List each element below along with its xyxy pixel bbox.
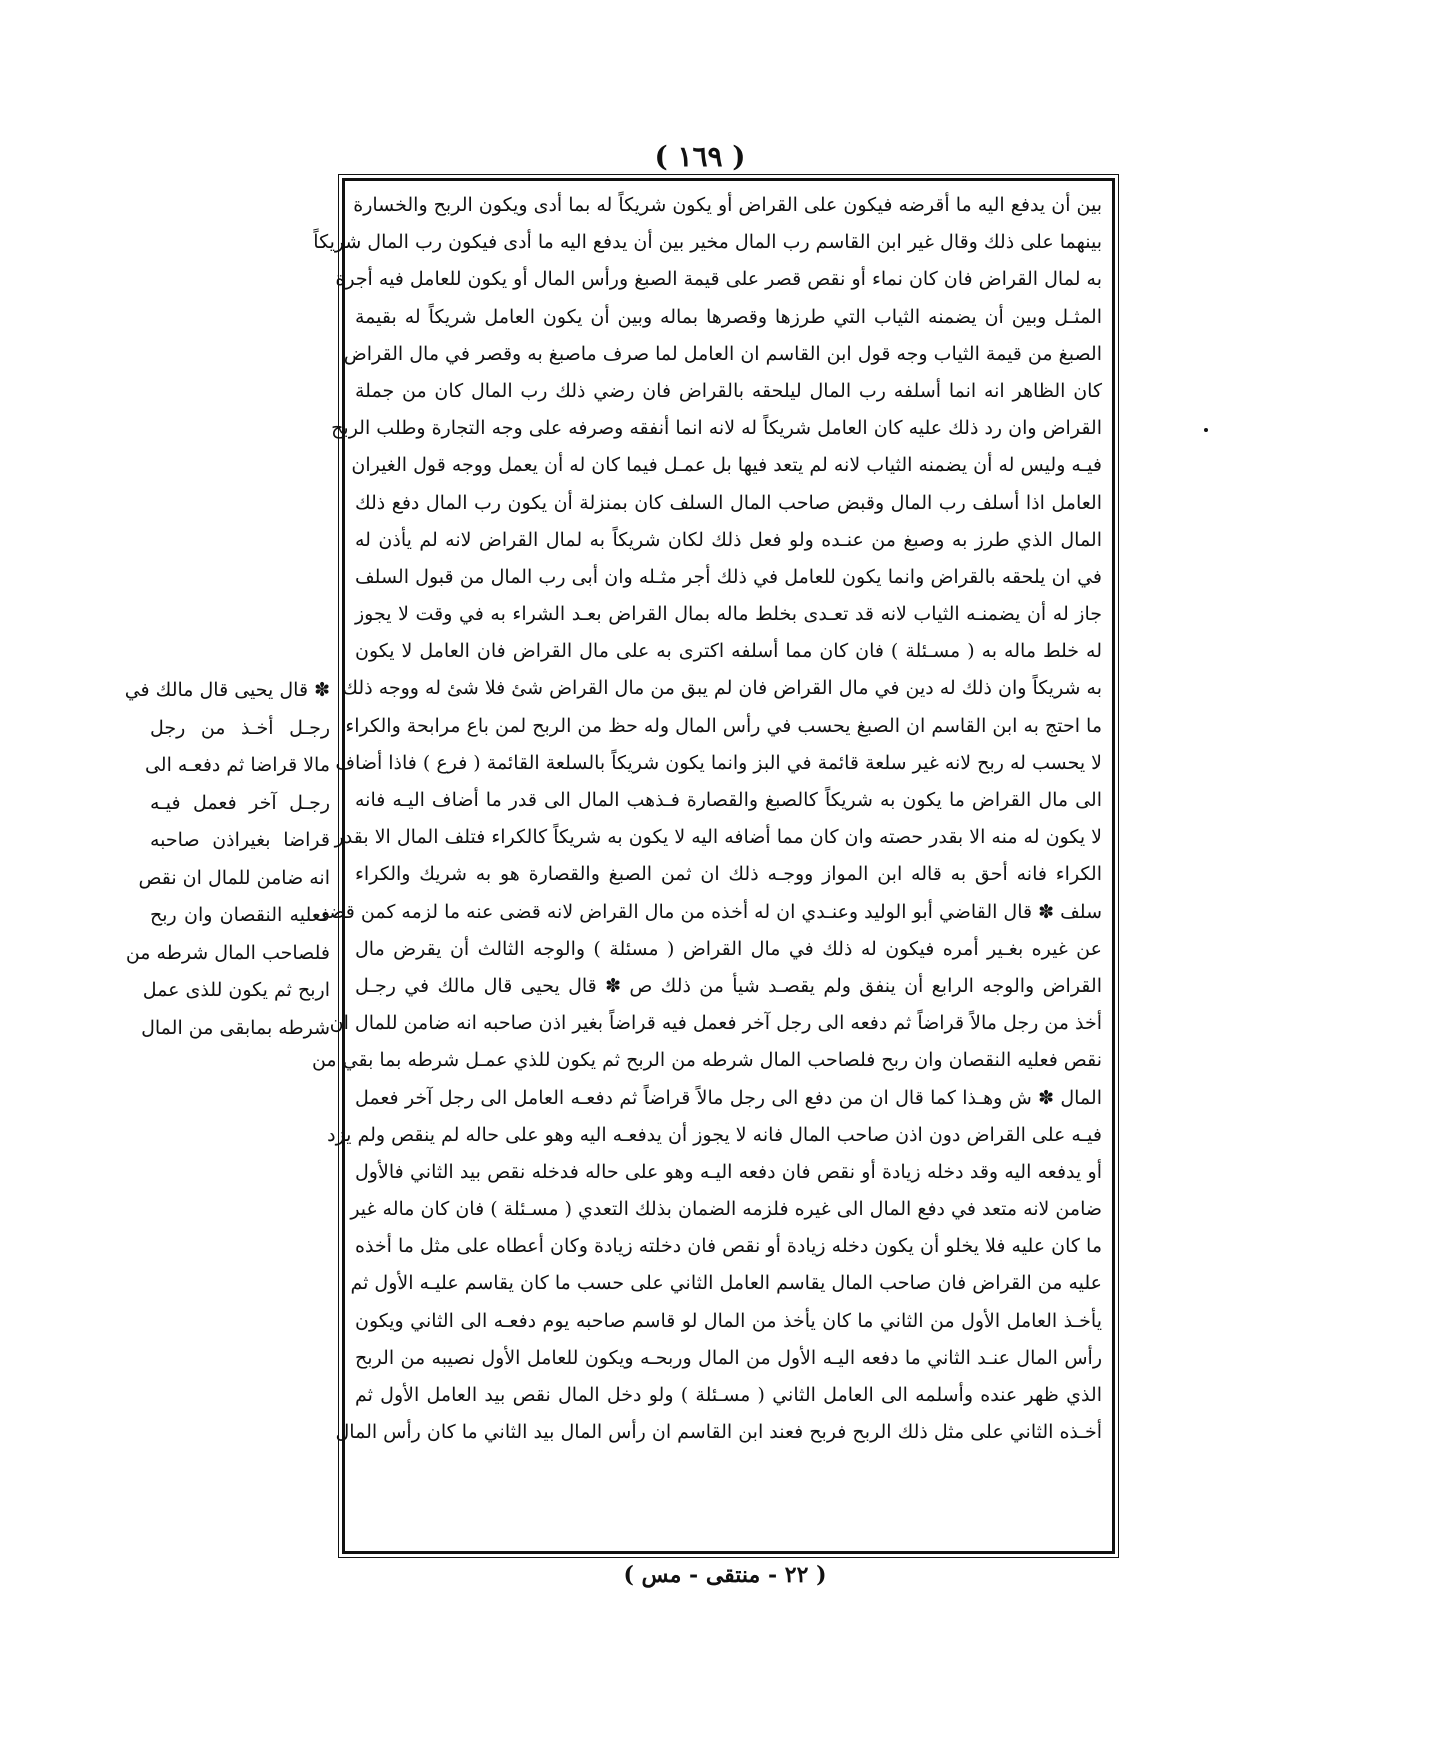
margin-note-line: ✽ قال يحيى قال مالك في — [124, 679, 330, 701]
text-line: عليه من القراض فان صاحب المال يقاسم العامل الثاني على حسب ما كان يقاسم عليـه الأول ثم — [350, 1272, 1102, 1295]
text-line: ما كان عليه فلا يخلو أن يكون دخله زيادة أو نقص فان دخلته زيادة وكان أعطاه على مثل ما أخذه — [355, 1235, 1102, 1258]
text-line: جاز له أن يضمنـه الثياب لانه قد تعـدى بخلط ماله بمال القراض بعـد الشراء به في وقت لا يجوز — [355, 603, 1102, 626]
text-line: المثـل وبين أن يضمنه الثياب التي طرزها وقصرها بماله وبين أن يكون العامل شريكاً له بقيمة — [355, 305, 1102, 328]
margin-note-line: مالا قراضا ثم دفعـه الى — [144, 754, 330, 776]
text-line: بينهما على ذلك وقال غير ابن القاسم رب المال مخير بين أن يدفع اليه ما أدى فيكون رب المال شريكاً — [313, 231, 1102, 254]
text-line: الى مال القراض ما يكون به شريكاً كالصبغ والقصارة فـذهب المال الى قدر ما أضاف اليـه فانه — [355, 789, 1102, 811]
stray-dot — [1204, 428, 1208, 432]
text-line: ما احتج به ابن القاسم ان الصبغ يحسب في رأس المال وله حظ من الربح لمن باع مرابحة والكراء — [345, 714, 1102, 737]
margin-note-line: قراضا بغيراذن صاحبه — [150, 829, 330, 851]
text-line: كان الظاهر انه انما أسلفه رب المال ليلحقه بالقراض فان رضي ذلك رب المال كان من جملة — [355, 379, 1102, 402]
text-line: فيـه وليس له أن يضمنه الثياب لانه لم يتعد فيها بل عمـل فيما كان له أن يعمل ووجه قول الغيران — [351, 454, 1102, 477]
margin-note-line: رجـل آخر فعمل فيـه — [150, 791, 330, 814]
text-line: بين أن يدفع اليه ما أقرضه فيكون على القراض أو يكون شريكاً له بما أدى ويكون الربح والخسارة — [353, 194, 1102, 216]
text-line: في ان يلحقه بالقراض وانما يكون للعامل في ذلك أجر مثـله وان أبى رب المال من قبول السلف — [355, 565, 1102, 588]
text-line: به لمال القراض فان كان نماء أو نقص قصر على قيمة الصبغ ورأس المال أو يكون للعامل فيه أجرة — [335, 268, 1102, 291]
text-line: المال ✽ ش وهـذا كما قال ان من دفع الى رجل مالاً قراضاً ثم دفعـه العامل الى رجل آخر فعمل — [355, 1086, 1102, 1109]
main-text-frame — [311, 178, 1115, 1554]
text-line: المال الذي طرز به وصبغ من عنـده ولو فعل ذلك لكان شريكاً به لمال القراض لانه لم يأذن له — [355, 528, 1102, 551]
margin-note-line: فعليه النقصان وان ربح — [150, 904, 330, 926]
footer-signature: ( ٢٢ - منتقى - مس ) — [623, 1562, 827, 1588]
text-line: فيـه على القراض دون اذن صاحب المال فانه لا يجوز أن يدفعـه اليه وهو على حاله لم ينقص ولم يزد — [327, 1123, 1102, 1146]
text-line: العامل اذا أسلف رب المال وقبض صاحب المال السلف كان بمنزلة أن يكون رب المال دفع ذلك — [355, 491, 1102, 514]
margin-note-line: شرطه بمابقى من المال — [141, 1016, 330, 1039]
text-line: القراض وان رد ذلك عليه كان العامل شريكاً له لانه انما أنفقه وصرفه على وجه التجارة وطلب الربح — [331, 417, 1102, 440]
page-number: ( ١٦٩ ) — [654, 140, 746, 173]
text-line: الذي ظهر عنده وأسلمه الى العامل الثاني ( مسـئلة ) ولو دخل المال نقص بيد العامل الأول ثم — [355, 1384, 1102, 1406]
text-line: يأخـذ العامل الأول من الثاني ما كان يأخذ من المال لو قاسم صاحبه يوم دفعـه الى الثاني ويكون — [355, 1309, 1102, 1332]
text-line: به شريكاً وان ذلك له دين في مال القراض فان لم يبق من مال القراض شئ فلا شئ له ووجه ذلك — [342, 677, 1102, 700]
text-line: الصبغ من قيمة الثياب وجه قول ابن القاسم ان العامل لما صرف ماصبغ به وقصر في مال القراض — [343, 342, 1102, 365]
margin-note-line: انه ضامن للمال ان نقص — [138, 866, 330, 889]
text-line: لا يكون له منه الا بقدر حصته وان كان مما أضافه اليه لا يكون به شريكاً كالكراء فتلف المال الا بقدر — [334, 826, 1102, 849]
text-line: ضامن لانه متعد في دفع المال الى غيره فلزمه الضمان بذلك التعدي ( مسـئلة ) فان كان ماله غير — [350, 1198, 1102, 1221]
text-line: القراض والوجه الرابع أن ينفق ولم يقصـد شيأ من ذلك ص ✽ قال يحيى قال مالك في رجـل — [355, 974, 1102, 997]
text-line: رأس المال عنـد الثاني ما دفعه اليـه الأول من المال وربحـه ويكون للعامل الأول نصيبه من الربح — [355, 1346, 1102, 1369]
margin-note — [124, 672, 330, 1047]
margin-note-line: رجـل أخـذ من رجل — [150, 716, 330, 739]
text-line: أو يدفعه اليه وقد دخله زيادة أو نقص فان دفعه اليـه وهو على حاله فدخله نقص بيد الثاني فالأول — [355, 1160, 1102, 1183]
text-line: أخـذه الثاني على مثل ذلك الربح فربح فعند ابن القاسم ان رأس المال بيد الثاني ما كان رأس المال — [335, 1421, 1102, 1444]
text-line: سلف ✽ قال القاضي أبو الوليد وعنـدي ان له أخذه من مال القراض لانه قضى عنه ما لزمه كمن قضى — [313, 900, 1102, 923]
text-line: نقص فعليه النقصان وان ربح فلصاحب المال شرطه من الربح ثم يكون للذي عمـل شرطه بما بقي من — [311, 1049, 1102, 1072]
margin-note-line: اربح ثم يكون للذى عمل — [142, 979, 330, 1001]
margin-note-line: فلصاحب المال شرطه من — [125, 941, 330, 964]
text-line: أخذ من رجل مالاً قراضاً ثم دفعه الى رجل آخر فعمل فيه قراضاً بغير اذن صاحبه انه ضامن للمال ان — [329, 1012, 1102, 1035]
text-line: عن غيره بغـير أمره فيكون له ذلك في مال القراض ( مسئلة ) والوجه الثالث أن يقرض مال — [355, 937, 1102, 960]
main-text-body — [311, 187, 1103, 1451]
text-line: له خلط ماله به ( مسـئلة ) فان كان مما أسلفه اكترى به على مال القراض فان العامل لا يكون — [355, 640, 1103, 663]
text-line: الكراء فانه أحق به قاله ابن المواز ووجـه ذلك ان ثمن الصبغ والقصارة هو به شريك والكراء — [355, 863, 1102, 886]
text-line: لا يحسب له ربح لانه غير سلعة قائمة في البز وانما يكون شريكاً بالسلعة القائمة ( فرع ) فاذا أضاف — [335, 751, 1102, 774]
